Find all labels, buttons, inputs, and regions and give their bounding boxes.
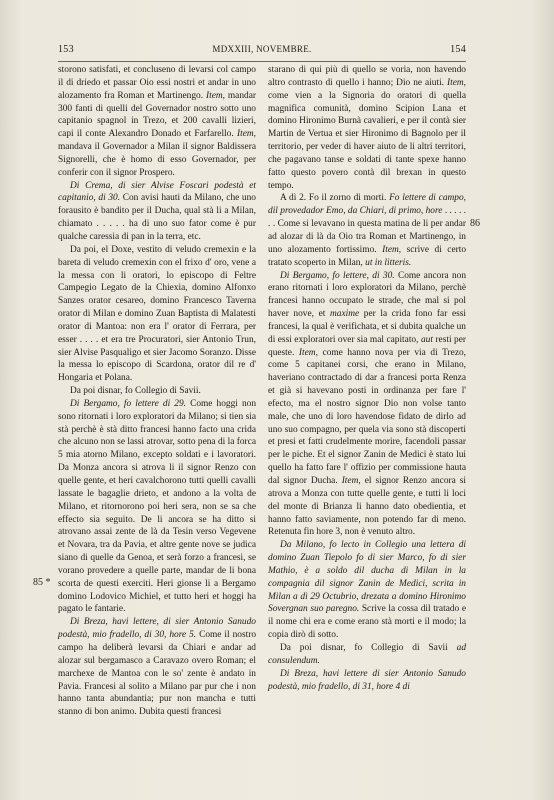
paragraph: Da poi disnar, fo Collegio di Savii ad consulendum.: [268, 642, 466, 666]
margin-number-left: 85 *: [33, 577, 51, 588]
paragraph: storono satisfati, et concluseno di levarsi col campo il di driedo et passar Oio essi nostri et andar in uno alozamento fra Roman et Martinengo. Item, mandar 300 fanti di quelli del Governador nostro sotto uno capitanio spagnol in Trezo, et 200 cavalli lizieri, capi il conte Alexandro Donado et Farfarello. Item, mandava il Governador a Milan il signor Baldissera Signorelli, che è homo di esso Governador, per conferir con il signor Prospero.: [58, 65, 257, 178]
paragraph: Di Breza, havi lettere, di sier Antonio Sanudo podestà, mio fradello, di 30, hore 5. Come il nostro campo ha deliberà levarsi da Chiari e andar ad alozar sul bergamasco a Caravazo overo Roman; el marchexe de Mantoa con le so' zente è andato in Pavia. Francesi al solito a Milano par pur che i non hanno tanta abundantia; pur non mancha e tutti stanno di bon animo. Dubita questi francesi: [58, 617, 257, 718]
margin-number-right: 86: [470, 218, 480, 229]
paragraph: starano di qui più di quello se voria, non havendo altro contrasto di quello i hanno; Dio ne aiuti. Item, come vien a la Signoria do oratori di quella magnifica comunità, domino Scipion Lana et domino Hironimo Burnà cavalieri, e per il contà sier Martin de Vertua et sier Hironimo di Bagnolo per il territorio, per veder di haver aiuto de li altri territori, che pagavano tanse e soldati di tante spexe hanno fatto questo povero contà dil brexan in questo tempo.: [268, 65, 466, 191]
header-rule: [58, 61, 466, 62]
paragraph: Da Milano, fo lecto in Collegio una lettera di domino Zuan Tiepolo fo di sier Marco, fo di sier Mathio, è a soldo dil ducha di Milan in la compagnia dil signor Zanin de Medici, scrita in Milan a dì 29 Octubrio, drezata a domino Hironimo Sovergnan suo paregno. Scrive la cossa dil tratado e il nome chi era e come erano stà morti e il modo; la copia dirò di sotto.: [268, 540, 466, 641]
paragraph: Da poi disnar, fo Collegio di Savii.: [70, 386, 201, 397]
running-title: MDXXIII, NOVEMBRE.: [212, 44, 312, 54]
page-number-left: 153: [58, 44, 74, 55]
running-header: [58, 44, 466, 58]
paragraph: A dì 2. Fo il zorno di morti. Fo lettere di campo, dil provedador Emo, da Chiari, di primo, hore . . . . . . . Come si levavano in questa matina de li per andar ad alozar di là da Oio tra Roman et Martinengo, in uno alozamento fortissimo. Item, scrive di certo tratato scoperto in Milan, ut in litteris.: [268, 193, 467, 268]
paragraph: Di Bergamo, fo lettere di 29. Come hoggi non sono ritornati i loro exploratori da Milano; si tien sia stà perchè è stà ditto francesi hanno facto una crida che alcuno non se lassi atrovar, sotto pena di la forca 5 mia atorno Milano, excepto soldati e i lavoratori. Da Monza ancora si atrova li il signor Renzo con quelle gente, et heri cavalchorono tutti quelli cavalli lassate le bagaglie drieto, et andono a la volta de Milano, et ritornorono poi heri sera, non se sa che effecto sia seguito. De li ancora se ha ditto si atrovano assai zente de là da Tesin verso Vegevene et Novara, tra da Pavia, et altre gente nove se judica siano di quelle da Genoa, et serà forzo a francesi, se vorano provedere a quelle parte, mandar de li bona scorta de questi exerciti. Heri gionse li a Bergamo domino Lodovico Michiel, et tutto heri et hoggi ha pagato le fantarie.: [58, 398, 257, 615]
page-number-right: 154: [450, 44, 466, 55]
paragraph: Da poi, el Doxe, vestito di veludo cremexin e la bareta di veludo cremexin con el frixo d' oro, vene a la messa con li oratori, lo episcopo di Feltre Campegio Legato de la Chiexia, domino Alfonxo Sanzes orator cesareo, domino Francesco Taverna orator di Milan e domino Zuan Baptista di Malatesti orator di Mantoa: non era l' orator di Ferrara, per esser . . . . et era tre Procuratori, sier Antonio Trun, sier Alvise Pasqualigo et sier Jacomo Soranzo. Disse la messa lo episcopo di Scardona, orator dil re d' Hongaria et Polana.: [58, 244, 256, 384]
paragraph: Di Bergamo, fo lettere, di 30. Come ancora non erano ritornati i loro exploratori da Milano, perchè francesi hanno occupato le strade, che mal si pol haver nove, et maxime per la crida fono far essi francesi, la qual è verifichata, et si dubita qualche un di essi exploratori over sia mal capitato, aut resti per queste. Item, come hanno nova per via di Trezo, come 5 capitanei corsi, che erano in Milano, haveriano contractado di dar a francesi porta Renza et già si havevano posti in ordinanza per fare l' efecto, ma el nostro signor Dio non volse tanto male, che uno di loro havendose fidato de dirlo ad uno suo compagno, per quela via sono stà discoperti et presi et fatti crudelmente morire, facendoli passar per le piche. Et el signor Zanin de Medici è stato lui quello ha fatto fare l' offizio per commissione hauta dal signor Ducha. Item, el signor Renzo ancora si atrova a Monza con tutte quelle gente, e tutti li loci del monte di Brianza li hanno dato obedientia, et hanno fatto saviamente, non potendo far di meno. Retenuta fin hore 3, non è venuto altro.: [268, 270, 467, 538]
right-column: [268, 64, 466, 693]
left-column: [58, 64, 256, 719]
paragraph: Di Breza, havi lettere di sier Antonio Sanudo podestà, mio fradello, di 31, hore 4 di: [268, 668, 466, 692]
paragraph: Di Crema, di sier Alvise Foscari podestà et capitanio, di 30. Con avisi hauti da Milano, che uno forausito è bandito per il Ducha, qual stà li a Milan, chiamato . . . . . ha di uno suo fator come è pur qualche caressia di pan in la terra, etc.: [58, 180, 256, 242]
